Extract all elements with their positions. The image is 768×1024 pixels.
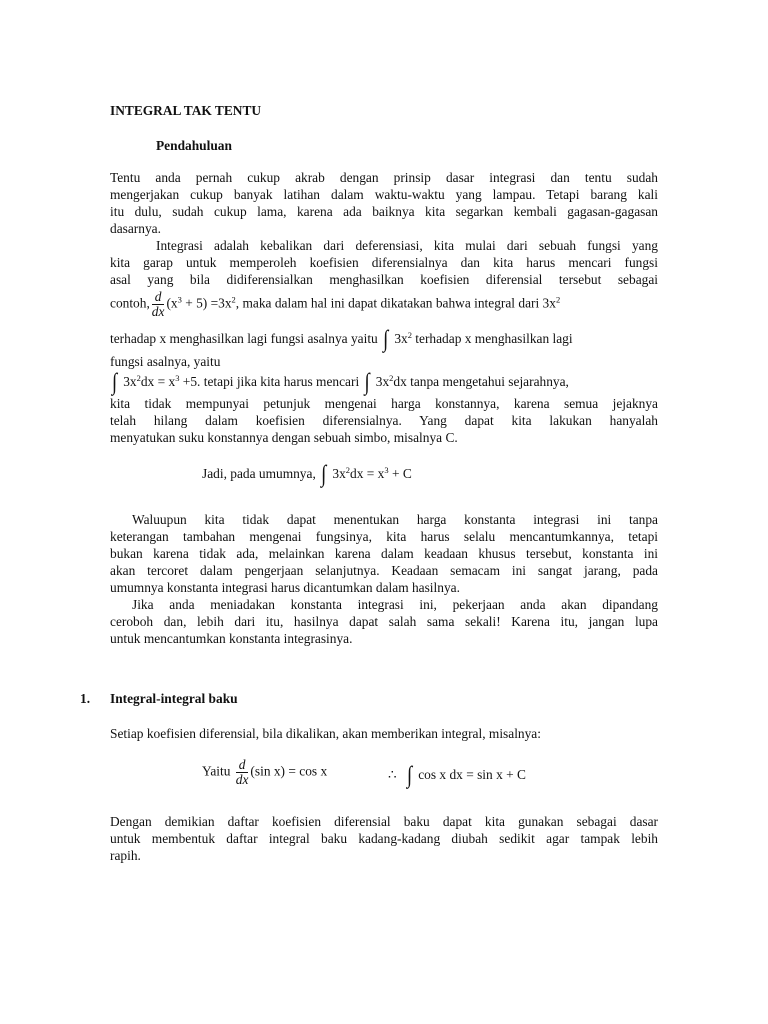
example-derivative-line	[110, 290, 560, 319]
text-span: + 5) =3x	[181, 295, 232, 311]
fraction-denominator: dx	[235, 772, 249, 787]
therefore-icon: ∴	[388, 767, 397, 782]
exponent: 2	[389, 373, 394, 383]
text-line: Dengan demikian daftar koefisien diferensial baku dapat kita gunakan sebagai dasar	[110, 814, 658, 829]
text-line: asal yang bila didiferensialkan menghasilkan koefisien diferensial tersebut sebagai	[110, 272, 658, 287]
exponent: 2	[555, 294, 561, 305]
text-line: Tentu anda pernah cukup akrab dengan prinsip dasar integrasi dan tentu sudah	[110, 170, 658, 185]
paragraph-dengan	[110, 813, 658, 864]
paragraph-constant	[110, 395, 658, 446]
text-line: akan tercoret dalam pengerjaan selanjutnya. Keadaan semacam ini sangat jarang, pada	[110, 563, 658, 578]
text-line: Waluupun kita tidak dapat menentukan harga konstanta integrasi ini tanpa	[132, 512, 658, 527]
text-span: +5. tetapi jika kita harus mencari	[179, 374, 360, 389]
text-line: keterangan tambahan mengenai fungsinya, kita harus selalu mencantumkannya, tetapi	[110, 529, 658, 544]
text-span: + C	[388, 466, 412, 481]
general-integral-formula	[202, 461, 412, 488]
text-line: ceroboh dan, lebih dari itu, hasilnya dapat salah sama sekali! Karena itu, jangan lupa	[110, 614, 658, 629]
text-line: dasarnya.	[110, 221, 161, 236]
line-terhadap	[110, 326, 658, 353]
paragraph-intro	[110, 169, 658, 237]
line-fungsi: fungsi asalnya, yaitu	[110, 354, 221, 369]
text-span: Yaitu	[202, 763, 231, 779]
integral-icon: ∫	[407, 762, 413, 789]
section-number: 1.	[80, 691, 91, 706]
derivative-fraction	[236, 758, 249, 787]
text-line: untuk membentuk daftar integral baku kadang-kadang diubah sedikit agar tampak lebih	[110, 831, 658, 846]
text-line: bukan karena tidak ada, melainkan karena dalam keadaan khusus tersebut, konstanta ini	[110, 546, 658, 561]
exponent: 2	[407, 330, 412, 340]
paragraph-setiap: Setiap koefisien diferensial, bila dikalikan, akan memberikan integral, misalnya:	[110, 726, 541, 741]
text-line: mengerjakan cukup banyak latihan dalam waktu-waktu yang lampau. Tetapi barang kali	[110, 187, 658, 202]
text-line: kita tidak mempunyai petunjuk mengenai harga konstannya, karena semua jejaknya	[110, 396, 658, 411]
exponent: 2	[345, 465, 351, 475]
text-span: cos x dx = sin x + C	[418, 767, 526, 782]
text-span: terhadap x menghasilkan lagi	[411, 331, 573, 346]
text-span: dx = x	[140, 374, 176, 389]
exponent: 3	[175, 373, 180, 383]
exponent: 2	[136, 373, 141, 383]
text-span: (sin x) = cos x	[250, 763, 328, 779]
text-span: 3x	[332, 466, 346, 481]
sin-derivative-formula	[202, 758, 327, 787]
integral-icon: ∫	[364, 369, 370, 396]
paragraph-integration	[110, 237, 658, 288]
fraction-denominator: dx	[151, 304, 165, 319]
paragraph-jika	[110, 596, 658, 647]
text-line: menyatukan suku konstannya dengan sebuah simbo, misalnya C.	[110, 430, 458, 445]
text-line: Integrasi adalah kebalikan dari deferensiasi, kita mulai dari sebuah fungsi yang	[156, 238, 658, 253]
text-span: Jadi, pada umumnya,	[202, 466, 316, 481]
text-line: telah hilang dalam koefisien diferensialnya. Yang dapat kita lakukan hanyalah	[110, 413, 658, 428]
section-subtitle: Pendahuluan	[156, 138, 232, 153]
text-span: 3x	[123, 374, 137, 389]
exponent: 3	[384, 465, 389, 475]
text-span: dx tanpa mengetahui sejarahnya,	[393, 374, 569, 389]
text-span: dx = x	[350, 466, 385, 481]
integral-icon: ∫	[112, 369, 118, 396]
text-line: umumnya konstanta integrasi harus dicantumkan dalam hasilnya.	[110, 580, 460, 595]
paragraph-waluupun	[110, 511, 658, 596]
text-line: untuk mencantumkan konstanta integrasinya.	[110, 631, 353, 646]
exponent: 2	[231, 294, 236, 305]
line-integral-equation	[110, 369, 569, 396]
section-heading: Integral-integral baku	[110, 691, 238, 706]
fraction-numerator: d	[236, 758, 249, 773]
text-line: rapih.	[110, 848, 141, 863]
cos-integral-result	[405, 762, 526, 789]
exponent: 3	[177, 294, 182, 305]
text-span: (x	[166, 295, 178, 311]
text-line: itu dulu, sudah cukup lama, karena ada baiknya kita segarkan kembali gagasan-gagasan	[110, 204, 658, 219]
text-span: 3x	[375, 374, 390, 389]
text-span: , maka dalam hal ini dapat dikatakan bahwa integral dari 3x	[235, 295, 556, 311]
derivative-fraction	[152, 290, 165, 319]
fraction-numerator: d	[152, 290, 165, 305]
text-span: terhadap x menghasilkan lagi fungsi asalnya yaitu	[110, 331, 378, 346]
integral-icon: ∫	[383, 326, 389, 353]
text-span: 3x	[394, 331, 408, 346]
integral-icon: ∫	[321, 461, 327, 488]
text-line: kita garap untuk memperoleh koefisien diferensialnya dan kita harus mencari fungsi	[110, 255, 658, 270]
document-title: INTEGRAL TAK TENTU	[110, 103, 262, 118]
text-span: contoh,	[110, 295, 150, 311]
text-line: Jika anda meniadakan konstanta integrasi ini, pekerjaan anda akan dipandang	[132, 597, 658, 612]
